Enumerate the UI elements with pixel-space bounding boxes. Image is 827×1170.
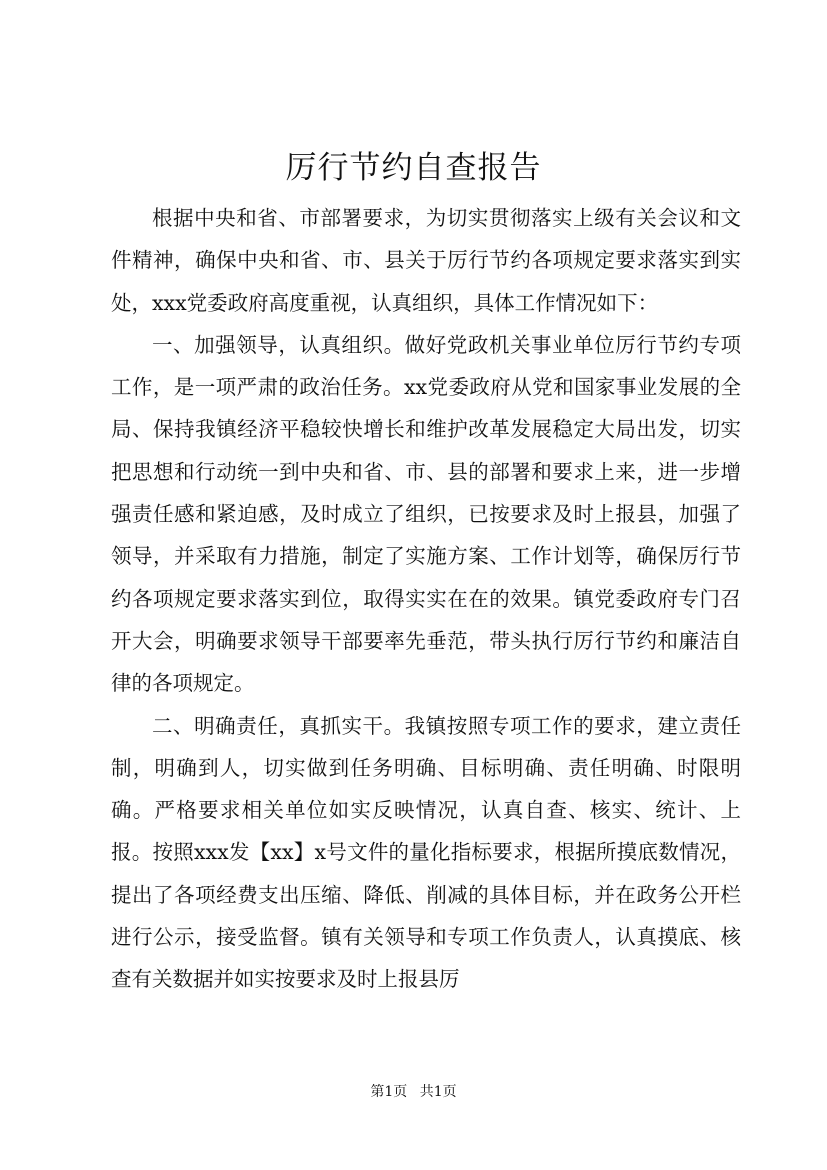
paragraph-section-1: 一、加强领导，认真组织。做好党政机关事业单位厉行节约专项工作，是一项严肃的政治任务。xx党委政府从党和国家事业发展的全局、保持我镇经济平稳较快增长和维护改革发展稳定大局出发，切实把思想和行动统一到中央和省、市、县的部署和要求上来，进一步增强责任感和紧迫感，及时成立了组织，已按要求及时上报县，加强了领导，并采取有力措施，制定了实施方案、工作计划等，确保厉行节约各项规定要求落实到位，取得实实在在的效果。镇党委政府专门召开大会，明确要求领导干部要率先垂范，带头执行厉行节约和廉洁自律的各项规定。 xyxy=(111,332,741,696)
paragraph-section-2: 二、明确责任，真抓实干。我镇按照专项工作的要求，建立责任制，明确到人，切实做到任务明确、目标明确、责任明确、时限明确。严格要求相关单位如实反映情况，认真自查、核实、统计、上报。按照xxx发【xx】x号文件的量化指标要求，根据所摸底数情况，提出了各项经费支出压缩、降低、削减的具体目标，并在政务公开栏进行公示，接受监督。镇有关领导和专项工作负责人，认真摸底、核查有关数据并如实按要求及时上报县厉 xyxy=(111,713,741,992)
document-body xyxy=(111,197,741,1001)
page-number-total: 共1页 xyxy=(419,1084,457,1100)
page-number-current: 第1页 xyxy=(370,1084,408,1100)
document-title: 厉行节约自查报告 xyxy=(285,150,542,186)
page-footer xyxy=(0,1082,827,1102)
paragraph-intro: 根据中央和省、市部署要求，为切实贯彻落实上级有关会议和文件精神，确保中央和省、市、县关于厉行节约各项规定要求落实到实处，xxx党委政府高度重视，认真组织，具体工作情况如下： xyxy=(111,206,741,315)
